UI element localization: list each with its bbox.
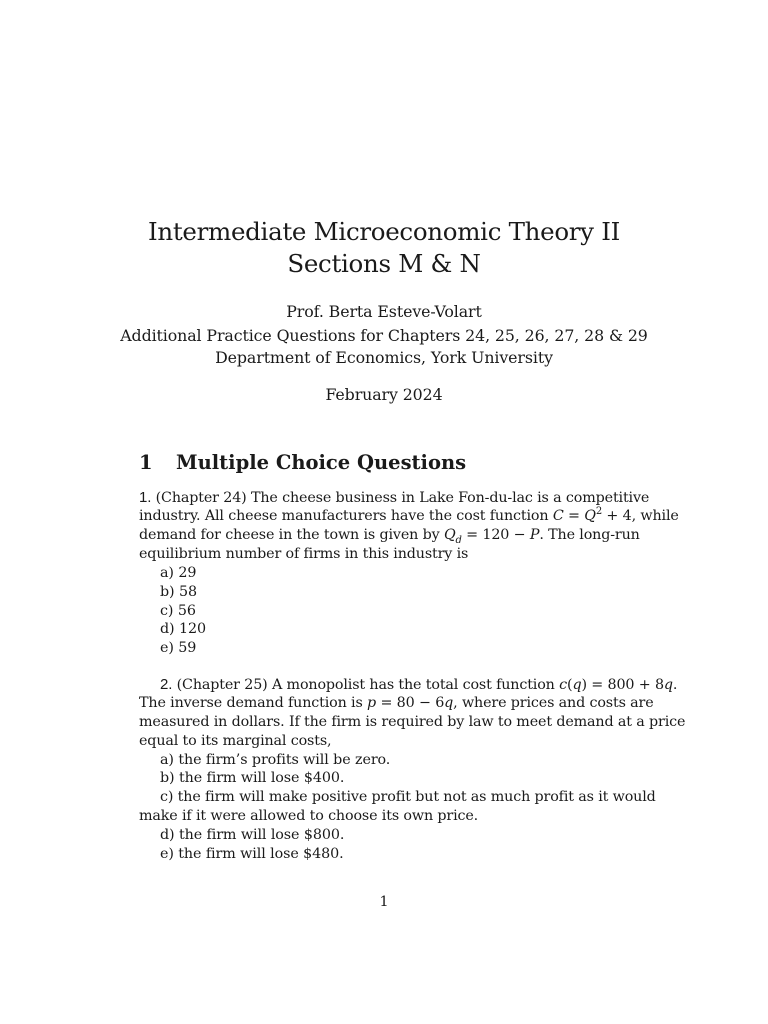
q1-text-line-3: demand for cheese in the town is given by $Q_d = 120 - P$. The long-run: [139, 527, 640, 546]
q1-option-e: e) 59: [160, 640, 197, 656]
q1-text-line-1: 1. (Chapter 24) The cheese business in Lake Fon-du-lac is a competitive: [139, 489, 650, 506]
section-heading: [139, 449, 466, 477]
document-date: February 2024: [325, 385, 443, 404]
q1-option-c: c) 56: [160, 603, 196, 619]
q2-option-a: a) the firm’s profits will be zero.: [160, 752, 391, 768]
q2-text-line-2: The inverse demand function is p = 80 − 6q, where prices and costs are: [139, 695, 654, 711]
document-title: Intermediate Microeconomic Theory II: [148, 217, 620, 246]
q2-text-line-3: measured in dollars. If the firm is required by law to meet demand at a price: [139, 714, 686, 730]
q2-text-line-1: 2. (Chapter 25) A monopolist has the total cost function c(q) = 800 + 8q.: [160, 676, 678, 693]
q1-text-line-4: equilibrium number of firms in this industry is: [139, 546, 469, 562]
q2-option-e: e) the firm will lose $480.: [160, 846, 344, 862]
q2-number: 2.: [160, 676, 173, 693]
q2-text-line-4: equal to its marginal costs,: [139, 733, 332, 749]
author: Prof. Berta Esteve-Volart: [286, 302, 482, 321]
q1-option-b: b) 58: [160, 584, 197, 600]
q2-option-b: b) the firm will lose $400.: [160, 770, 345, 786]
document-subtitle: Additional Practice Questions for Chapters 24, 25, 26, 27, 28 & 29: [120, 326, 648, 345]
q1-number: 1.: [139, 489, 152, 506]
department: Department of Economics, York University: [215, 348, 553, 367]
q2-option-d: d) the firm will lose $800.: [160, 827, 345, 843]
q1-text-line-2: industry. All cheese manufacturers have the cost function $C = Q^2 + 4$, while: [139, 506, 679, 524]
document-sections: Sections M & N: [287, 249, 481, 278]
section-title: Multiple Choice Questions: [176, 451, 467, 474]
q2-option-c: c) the firm will make positive profit but not as much profit as it would: [160, 789, 656, 805]
q1-option-a: a) 29: [160, 565, 197, 581]
page-number: 1: [379, 894, 389, 910]
q2-option-c-continued: make if it were allowed to choose its own price.: [139, 808, 479, 824]
section-number: 1: [139, 451, 153, 474]
q1-option-d: d) 120: [160, 621, 206, 637]
